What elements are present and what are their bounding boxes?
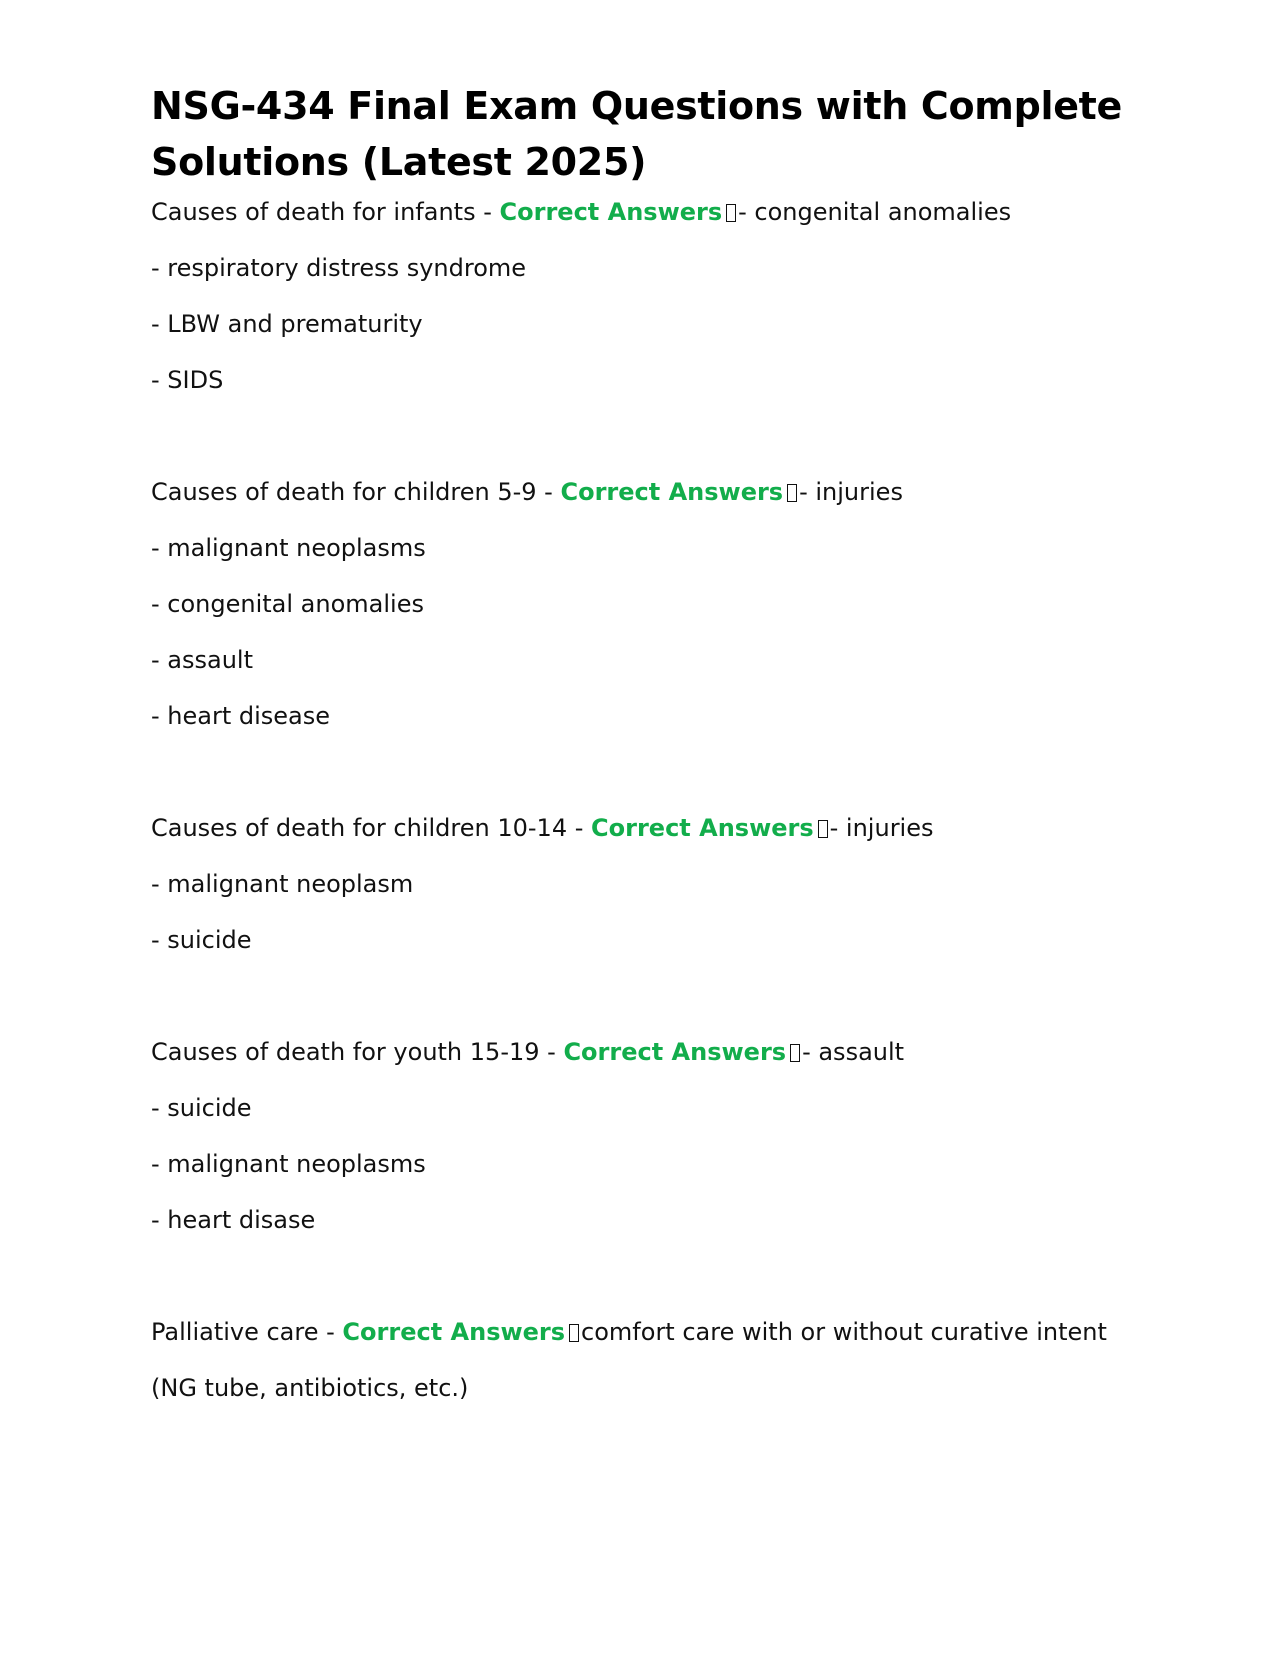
- missing-glyph-icon: [726, 204, 736, 222]
- qa-entry-children-5-9: [151, 464, 1131, 744]
- qa-entry-palliative-care: [151, 1304, 1131, 1416]
- answer-line: - SIDS: [151, 366, 224, 394]
- answer-line: - malignant neoplasms: [151, 534, 426, 562]
- answer-line: - heart disase: [151, 1206, 316, 1234]
- document-page: [151, 78, 1131, 1472]
- question-line: [151, 184, 1131, 240]
- question-line: [151, 464, 1131, 520]
- answer-line: - malignant neoplasm: [151, 870, 414, 898]
- first-answer: - injuries: [829, 814, 934, 842]
- question-text: Causes of death for children 10-14 -: [151, 814, 592, 842]
- answer-line: - suicide: [151, 926, 252, 954]
- question-line: [151, 1304, 1131, 1360]
- first-answer: - injuries: [799, 478, 903, 506]
- qa-entry-infants: [151, 184, 1131, 408]
- missing-glyph-icon: [787, 484, 797, 502]
- first-answer: - congenital anomalies: [738, 198, 1012, 226]
- answer-line: - respiratory distress syndrome: [151, 254, 527, 282]
- answer-line: (NG tube, antibiotics, etc.): [151, 1374, 469, 1402]
- qa-entry-children-10-14: [151, 800, 1131, 968]
- answer-line: - assault: [151, 646, 253, 674]
- answer-line: - suicide: [151, 1094, 252, 1122]
- missing-glyph-icon: [818, 820, 828, 838]
- answer-label: Correct Answers: [591, 814, 814, 842]
- answer-line: - LBW and prematurity: [151, 310, 423, 338]
- qa-entry-youth-15-19: [151, 1024, 1131, 1248]
- answer-label: Correct Answers: [499, 198, 723, 226]
- answer-line: - heart disease: [151, 702, 331, 730]
- missing-glyph-icon: [790, 1044, 800, 1062]
- first-answer: - assault: [802, 1038, 905, 1066]
- answer-line: - malignant neoplasms: [151, 1150, 426, 1178]
- answer-label: Correct Answers: [560, 478, 784, 506]
- answer-label: Correct Answers: [563, 1038, 787, 1066]
- question-text: Palliative care -: [151, 1318, 343, 1346]
- answer-label: Correct Answers: [342, 1318, 566, 1346]
- question-line: [151, 800, 1131, 856]
- question-line: [151, 1024, 1131, 1080]
- question-text: Causes of death for children 5-9 -: [151, 478, 561, 506]
- first-answer: comfort care with or without curative intent: [581, 1318, 1107, 1346]
- answer-line: - congenital anomalies: [151, 590, 424, 618]
- question-text: Causes of death for infants -: [151, 198, 500, 226]
- question-text: Causes of death for youth 15-19 -: [151, 1038, 564, 1066]
- document-title: NSG-434 Final Exam Questions with Complete Solutions (Latest 2025): [151, 84, 1123, 184]
- missing-glyph-icon: [569, 1324, 579, 1342]
